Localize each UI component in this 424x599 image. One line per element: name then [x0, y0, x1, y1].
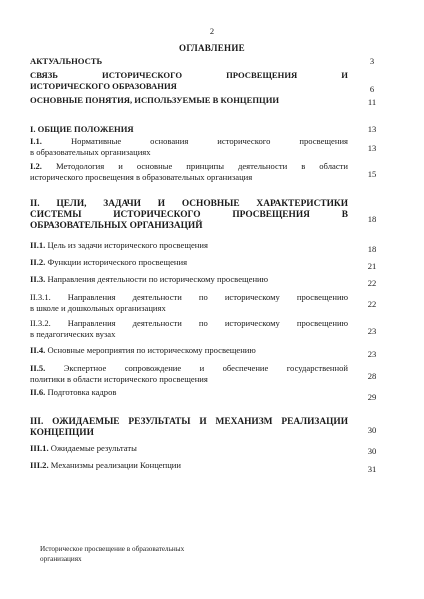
toc-entry-text: Нормативные основания исторического просвещения [41, 136, 348, 146]
toc-entry-number: II.1. [30, 240, 46, 250]
toc-entry-svyaz[interactable] [30, 70, 348, 91]
toc-page-number: 15 [367, 169, 377, 179]
toc-page-number: 13 [367, 124, 377, 134]
toc-entry-text: в педагогических вузах [30, 328, 116, 339]
toc-entry-text: Ожидаемые результаты [48, 443, 137, 453]
toc-section-3[interactable] [30, 417, 348, 439]
toc-entry-number: III.2. [30, 460, 49, 470]
toc-entry-3-1[interactable] [30, 443, 348, 454]
toc-entry-text: Подготовка кадров [45, 387, 117, 397]
toc-page-number: 29 [367, 392, 377, 402]
toc-page-number: 18 [367, 214, 377, 224]
toc-entry-2-6[interactable] [30, 387, 348, 398]
toc-entry-text: в образовательных организациях [30, 146, 151, 157]
toc-page-number: 13 [367, 143, 377, 153]
toc-entry-text: политики в области исторического просвещения [30, 373, 208, 384]
toc-page-number: 28 [367, 371, 377, 381]
toc-section-1[interactable] [30, 124, 348, 135]
toc-entry-text: II.3.2. Направления деятельности по историческому просвещению [30, 318, 348, 328]
toc-entry-text: II. ЦЕЛИ, ЗАДАЧИ И ОСНОВНЫЕ ХАРАКТЕРИСТИКИ [30, 199, 348, 209]
toc-entry-text: III. ОЖИДАЕМЫЕ РЕЗУЛЬТАТЫ И МЕХАНИЗМ РЕАЛИЗАЦИИ [30, 417, 348, 427]
toc-entry-text: Методология и основные принципы деятельности в области [41, 161, 348, 171]
toc-entry-text: Направления деятельности по историческому просвещению [45, 274, 269, 284]
toc-page-number: 31 [367, 464, 377, 474]
toc-entry-text: I. ОБЩИЕ ПОЛОЖЕНИЯ [30, 124, 134, 134]
document-footer [40, 545, 240, 564]
toc-page-number: 18 [367, 244, 377, 254]
toc-page-number: 23 [367, 349, 377, 359]
toc-entry-2-5[interactable] [30, 363, 348, 384]
toc-entry-ponyatiya[interactable] [30, 95, 348, 106]
toc-entry-text: СИСТЕМЫ ИСТОРИЧЕСКОГО ПРОСВЕЩЕНИЯ В [30, 210, 348, 220]
toc-entry-1-2[interactable] [30, 161, 348, 182]
toc-entry-number: II.6. [30, 387, 46, 397]
footer-text: организациях [40, 554, 82, 563]
toc-page-number: 6 [369, 84, 375, 94]
toc-entry-text: Механизмы реализации Концепции [48, 460, 182, 470]
toc-page-number: 11 [367, 97, 377, 107]
toc-page-number: 23 [367, 326, 377, 336]
toc-entry-2-4[interactable] [30, 345, 348, 356]
toc-entry-number: II.4. [30, 345, 46, 355]
toc-entry-number: I.2. [30, 161, 42, 171]
toc-entry-text: Основные мероприятия по историческому просвещению [45, 345, 256, 355]
toc-entry-text: исторического просвещения в образовательных организация [30, 171, 253, 182]
toc-entry-1-1[interactable] [30, 136, 348, 157]
footer-text: Историческое просвещение в образовательных [40, 545, 185, 553]
toc-entry-number: III.1. [30, 443, 49, 453]
toc-entry-2-3[interactable] [30, 274, 348, 285]
toc-section-2[interactable] [30, 199, 348, 232]
toc-entry-text: КОНЦЕПЦИИ [30, 428, 94, 438]
toc-page-number: 22 [367, 278, 377, 288]
toc-heading: ОГЛАВЛЕНИЕ [179, 43, 245, 53]
toc-entry-text: Функции исторического просвещения [45, 257, 188, 267]
toc-page-number: 30 [367, 425, 377, 435]
toc-entry-number: II.2. [30, 257, 46, 267]
toc-page-number: 3 [369, 56, 375, 66]
toc-entry-3-2[interactable] [30, 460, 348, 471]
toc-entry-2-3-1[interactable] [30, 292, 348, 313]
toc-entry-text: ОБРАЗОВАТЕЛЬНЫХ ОРГАНИЗАЦИЙ [30, 221, 203, 231]
toc-entry-text: в школе и дошкольных организациях [30, 302, 166, 313]
toc-entry-2-1[interactable] [30, 240, 348, 251]
toc-entry-number: I.1. [30, 136, 42, 146]
toc-entry-2-2[interactable] [30, 257, 348, 268]
toc-entry-text: Экспертное сопровождение и обеспечение государственной [45, 363, 348, 373]
toc-entry-2-3-2[interactable] [30, 318, 348, 339]
toc-entry-text: ИСТОРИЧЕСКОГО ОБРАЗОВАНИЯ [30, 80, 177, 91]
toc-entry-text: Цель из задачи исторического просвещения [45, 240, 208, 250]
toc-page-number: 30 [367, 446, 377, 456]
toc-entry-text: ОСНОВНЫЕ ПОНЯТИЯ, ИСПОЛЬЗУЕМЫЕ В КОНЦЕПЦИИ [30, 95, 280, 105]
page-number: 2 [209, 26, 215, 36]
toc-entry-number: II.5. [30, 363, 46, 373]
toc-page-number: 21 [367, 261, 377, 271]
toc-entry-aktualnost[interactable] [30, 56, 348, 67]
toc-entry-number: II.3. [30, 274, 46, 284]
toc-page-number: 22 [367, 299, 377, 309]
toc-entry-text: СВЯЗЬ ИСТОРИЧЕСКОГО ПРОСВЕЩЕНИЯ И [30, 70, 348, 80]
toc-entry-text: АКТУАЛЬНОСТЬ [30, 56, 103, 66]
toc-entry-text: II.3.1. Направления деятельности по историческому просвещению [30, 292, 348, 302]
